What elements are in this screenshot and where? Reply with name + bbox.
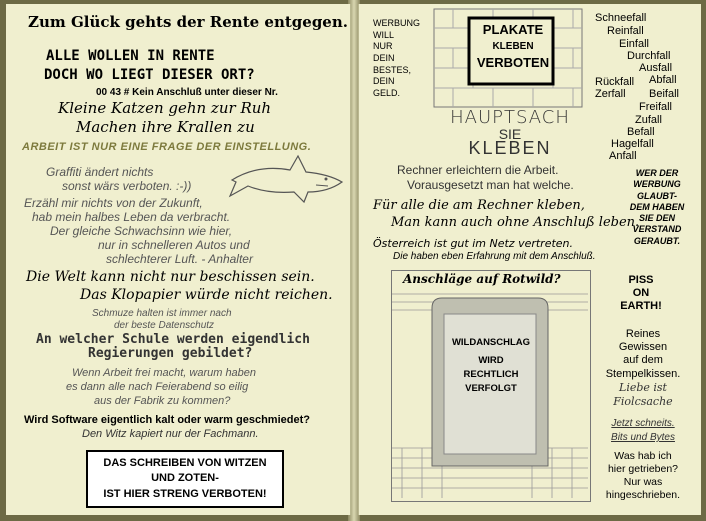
werbung-word: DEIN [373,53,395,64]
fabrik-line-2: es dann alle nach Feierabend so eilig [66,381,249,393]
katzen-line-1: Kleine Katzen gehn zur Ruh [58,99,272,117]
oesterreich-line-1: Österreich ist gut im Netz vertreten. [373,237,574,250]
piss-block [609,274,673,314]
werbung-word: NUR [373,41,393,52]
wild-line-3: RECHTLICH [463,369,519,380]
liebe-line-2: Fiolcsache [613,395,673,408]
rotwild-title: Anschläge auf Rotwild? [403,272,561,286]
fabrik-line-3: aus der Fabrik zu kommen? [94,395,231,407]
verboten-line-3: IST HIER STRENG VERBOTEN! [103,487,267,500]
graffiti-line-1: Graffiti ändert nichts [46,165,154,179]
getrieben-line: hingeschrieben. [605,489,681,502]
welt-line-1: Die Welt kann nicht nur beschissen sein. [26,269,315,285]
rechner-line-2: Vorausgesetzt man hat welche. [407,178,574,192]
glaubt-word: GLAUBT- [637,190,677,201]
fall-word: Abfall [649,74,677,86]
reines-line: Gewissen [618,341,668,354]
werbung-word: WERBUNG [373,18,420,28]
schule-line-2: Regierungen gebildet? [88,346,253,361]
fall-word: Rückfall [595,76,635,88]
plakate-line-3: VERBOTEN [476,55,550,70]
shark-icon [228,152,346,204]
verboten-line-1: DAS SCHREIBEN VON WITZEN [103,457,267,469]
fall-word: Zerfall [595,88,626,100]
glaubt-word: WER DER [635,168,679,178]
werbung-word: GELD. [373,88,401,99]
fall-word: Einfall [619,38,649,50]
fall-word: Schneefall [595,12,647,24]
graffiti-line-2: sonst wärs verboten. :-)) [62,179,192,193]
kleben-line-1: Für alle die am Rechner kleben, [373,198,585,213]
hauptsach-line-1: HAUPTSACH [450,107,570,128]
werbung-word: WILL [373,29,395,40]
katzen-line-2: Machen ihre Krallen zu [76,118,255,136]
reines-line: Reines [625,328,661,340]
werbung-glaubt-block [615,168,699,247]
werbung-word: DEIN [373,76,395,87]
zukunft-line-1: Erzähl mir nichts von der Zukunft, [24,196,203,210]
getrieben-line: Was hab ich [614,450,672,462]
wild-line-2: WIRD [478,355,504,366]
getrieben-line: hier getrieben? [607,463,679,476]
fall-word: Durchfall [627,50,671,62]
glaubt-word: SIE DEN [638,213,675,223]
werbung-word: BESTES, [373,64,412,75]
getrieben-block [595,450,691,503]
witz-text: Den Witz kapiert nur der Fachmann. [82,428,259,440]
anschluss-text: 00 43 # Kein Anschluß unter dieser Nr. [96,87,278,98]
werbung-list [373,18,420,100]
rechner-line-1: Rechner erleichtern die Arbeit. [397,163,559,177]
glaubt-word: VERSTAND [632,224,682,235]
reines-line: auf dem [623,354,663,367]
schmuze-line-1: Schmuze halten ist immer nach [92,308,232,319]
schneits-line-1: Jetzt schneits. [611,418,675,429]
schmuze-line-2: der beste Datenschutz [114,320,215,331]
oesterreich-line-2: Die haben eben Erfahrung mit dem Anschluß. [393,251,596,262]
arbeit-text: ARBEIT IST NUR EINE FRAGE DER EINSTELLUNG. [22,141,312,153]
zukunft-line-4: nur in schnelleren Autos und [98,238,250,252]
fall-word: Zufall [635,114,662,126]
left-page [6,4,351,515]
zukunft-line-2: hab mein halbes Leben da verbracht. [32,210,231,224]
reines-block [595,328,691,381]
hauptsach-line-2: SIE [498,126,522,142]
wild-line-1: WILDANSCHLAG [451,337,531,348]
zukunft-line-5: schlechterer Luft. - Anhalter [106,252,253,266]
right-page [358,4,701,515]
fall-word: Anfall [609,150,637,162]
schule-line-1: An welcher Schule werden eigendlich [36,332,310,347]
piss-line: EARTH! [620,300,662,313]
fall-word: Befall [627,126,655,138]
hauptsach-line-3: KLEBEN [468,138,552,158]
fall-word: Freifall [639,101,673,113]
rente-line-1: ALLE WOLLEN IN RENTE [46,48,215,64]
kleben-line-2: Man kann auch ohne Anschluß leben. [391,215,640,230]
fall-word: Ausfall [639,62,673,74]
rente-line-2: DOCH WO LIEGT DIESER ORT? [44,67,255,83]
fall-word: Reinfall [607,25,644,37]
zukunft-line-3: Der gleiche Schwachsinn wie hier, [50,224,233,238]
wild-line-4: VERFOLGT [465,383,517,394]
fall-word: Hagelfall [611,138,654,150]
liebe-line-1: Liebe ist [619,381,667,394]
verboten-line-2: UND ZOTEN- [151,472,219,485]
welt-line-2: Das Klopapier würde nicht reichen. [80,287,333,303]
title-rente: Zum Glück gehts der Rente entgegen. [28,13,348,31]
plakate-line-1: PLAKATE [482,22,544,37]
schneits-line-2: Bits und Bytes [611,432,675,443]
piss-line: ON [632,287,650,300]
piss-line: PISS [628,274,654,286]
software-text: Wird Software eigentlich kalt oder warm geschmiedet? [24,414,310,426]
glaubt-word: WERBUNG [633,179,681,190]
fabrik-line-1: Wenn Arbeit frei macht, warum haben [72,367,257,379]
fall-word: Beifall [649,88,679,100]
verboten-box [86,450,284,508]
reines-line: Stempelkissen. [605,367,681,380]
plakate-line-2: KLEBEN [492,41,534,52]
getrieben-line: Nur was [623,476,663,489]
glaubt-word: DEM HABEN [629,201,685,212]
glaubt-word: GERAUBT. [633,235,681,246]
